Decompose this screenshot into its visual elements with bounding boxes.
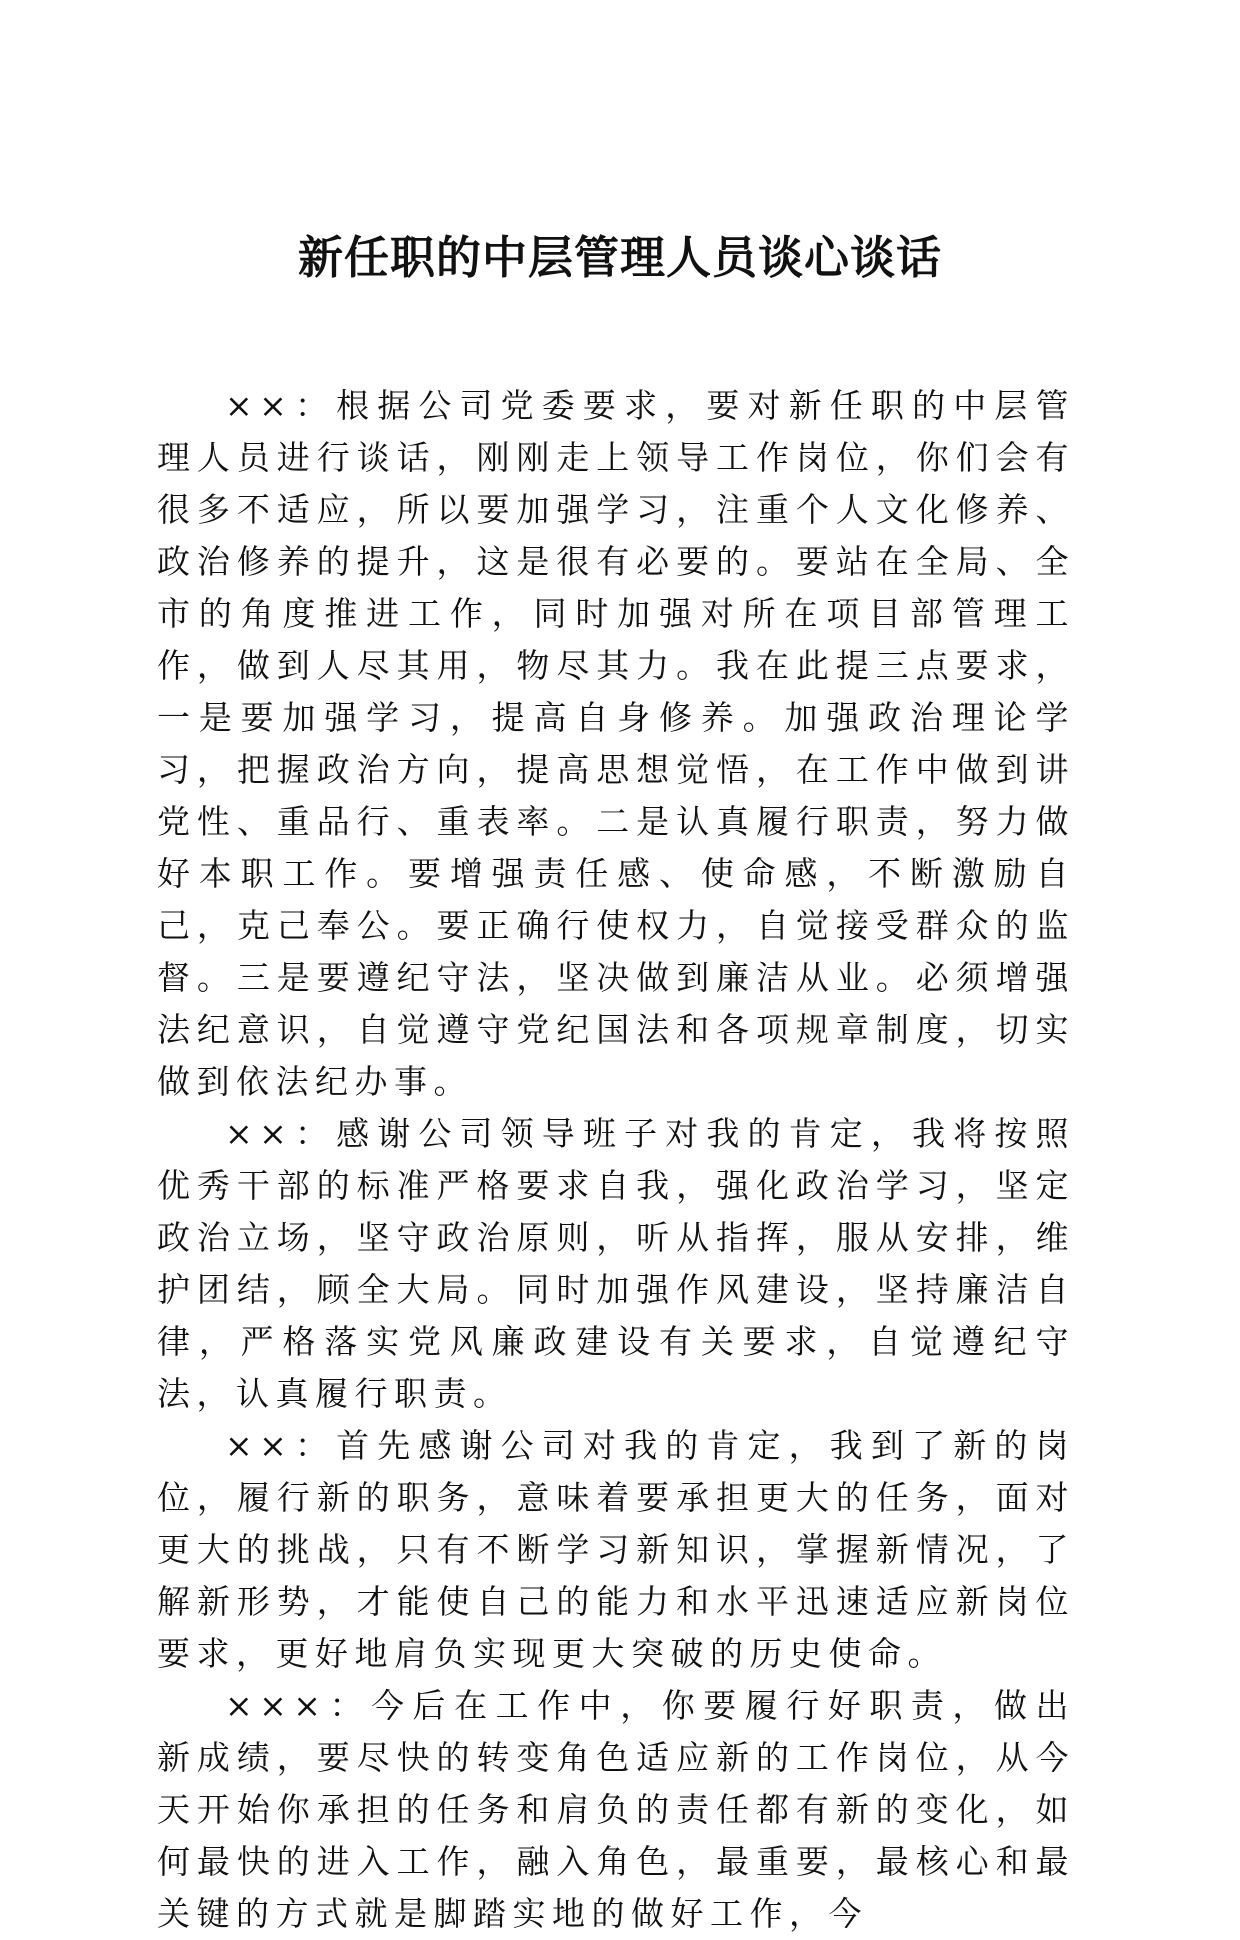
paragraph-2: ××：感谢公司领导班子对我的肯定，我将按照优秀干部的标准严格要求自我，强化政治学习，坚定政治立场，坚守政治原则，听从指挥，服从安排，维护团结，顾全大局。同时加强作风建设，坚持廉洁自律，严格落实党风廉政建设有关要求，自觉遵纪守法，认真履行职责。 <box>157 1114 1075 1413</box>
paragraph-3: ××：首先感谢公司对我的肯定，我到了新的岗位，履行新的职务，意味着要承担更大的任务，面对更大的挑战，只有不断学习新知识，掌握新情况，了解新形势，才能使自己的能力和水平迅速适应新岗位要求，更好地肩负实现更大突破的历史使命。 <box>157 1426 1075 1673</box>
document-title: 新任职的中层管理人员谈心谈话 <box>297 231 942 284</box>
document-body <box>157 380 1075 1940</box>
paragraph-4: ×××：今后在工作中，你要履行好职责，做出新成绩，要尽快的转变角色适应新的工作岗位，从今天开始你承担的任务和肩负的责任都有新的变化，如何最快的进入工作，融入角色，最重要，最核心和最关键的方式就是脚踏实地的做好工作，今 <box>157 1686 1075 1933</box>
paragraph-1: ××：根据公司党委要求，要对新任职的中层管理人员进行谈话，刚刚走上领导工作岗位，你们会有很多不适应，所以要加强学习，注重个人文化修养、政治修养的提升，这是很有必要的。要站在全局、全市的角度推进工作，同时加强对所在项目部管理工作，做到人尽其用，物尽其力。我在此提三点要求，一是要加强学习，提高自身修养。加强政治理论学习，把握政治方向，提高思想觉悟，在工作中做到讲党性、重品行、重表率。二是认真履行职责，努力做好本职工作。要增强责任感、使命感，不断激励自己，克己奉公。要正确行使权力，自觉接受群众的监督。三是要遵纪守法，坚决做到廉洁从业。必须增强法纪意识，自觉遵守党纪国法和各项规章制度，切实做到依法纪办事。 <box>157 386 1075 1101</box>
